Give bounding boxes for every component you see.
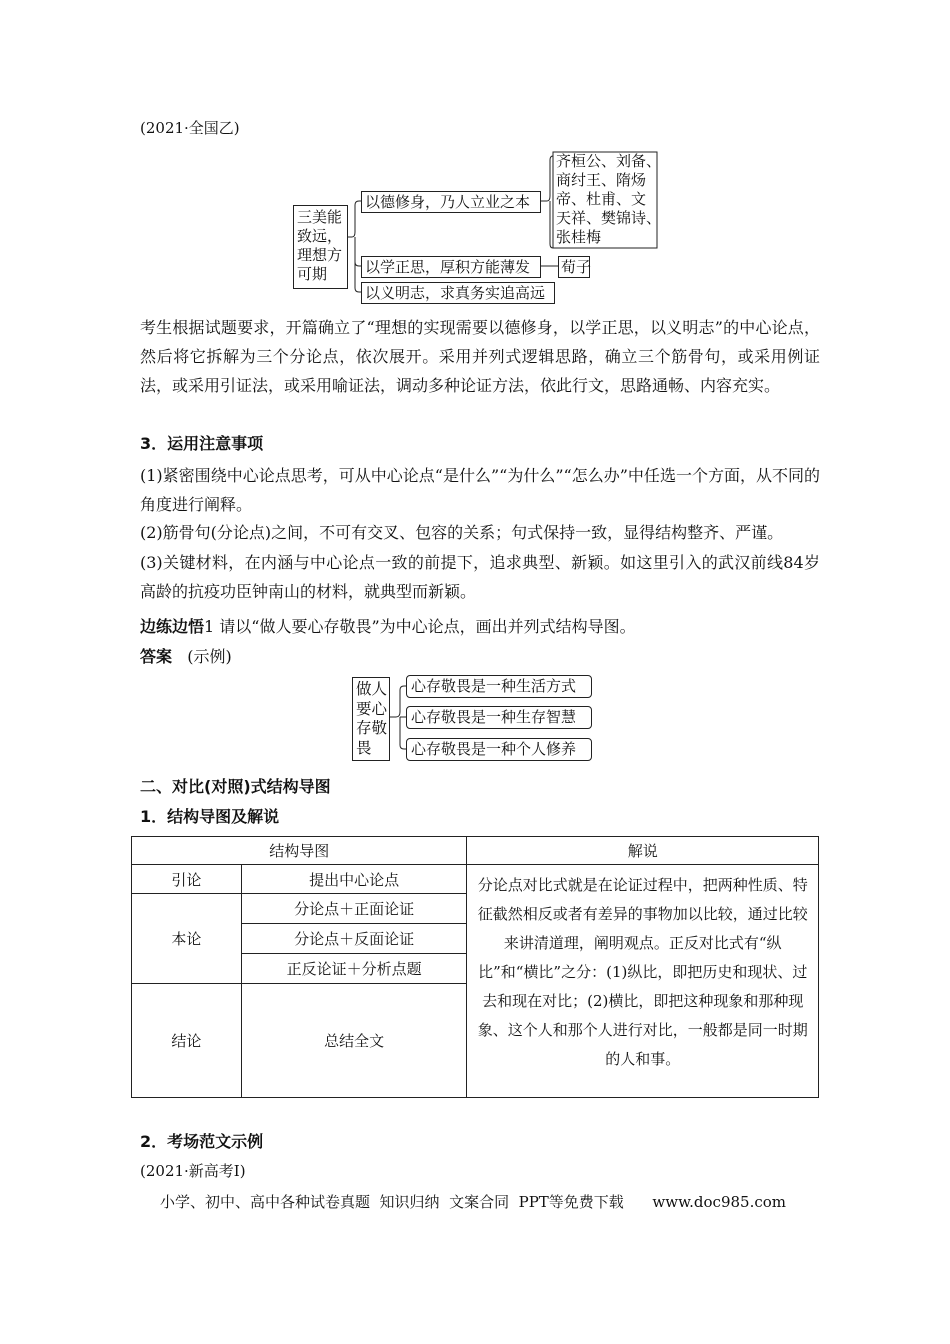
note-item: (1)紧密围绕中心论点思考，可从中心论点“是什么”“为什么”“怎么办”中任选一个方面，从不同的角度进行阐释。 — [140, 466, 820, 514]
exercise-label: 边练边悟 — [140, 617, 205, 636]
row-content-body: 正反论证＋分析点题 — [241, 954, 467, 984]
answer-note: (示例) — [187, 647, 232, 666]
root-line: 畏 — [356, 738, 372, 757]
section-heading: 3．运用注意事项 — [140, 434, 264, 453]
row-content-body: 分论点＋反面论证 — [241, 924, 467, 954]
analysis-paragraph: 考生根据试题要求，开篇确立了“理想的实现需要以德修身，以学正思，以义明志”的中心论点，然后将它拆解为三个分论点，依次展开。采用并列式逻辑思路，确立三个筋骨句，或采用例证法，或采用引证法，或采用喻证法，调动多种论证方法，依此行文，思路通畅、内容充实。 — [140, 318, 820, 395]
branch-righteousness: 以义明志，求真务实追高远 — [361, 282, 555, 304]
example-line: 齐桓公、刘备、 — [556, 152, 662, 170]
row-content-body: 分论点＋正面论证 — [241, 894, 467, 924]
answer-label: 答案 — [140, 647, 173, 666]
row-label-intro: 引论 — [132, 865, 242, 894]
section2-title: 二、对比(对照)式结构导图 — [140, 777, 331, 796]
structure-table — [131, 836, 819, 1098]
explanation-cell: 分论点对比式就是在论证过程中，把两种性质、特征截然相反或者有差异的事物加以比较，通过比较来讲清道理，阐明观点。正反对比式有“纵比”和“横比”之分：(1)纵比，即把历史和现状、过去和现在对比；(2)横比，即把这种现象和那种现象、这个人和那个人进行对比，一般都是同一时期的人和事。 — [467, 865, 819, 1098]
root-line: 致远， — [297, 227, 343, 245]
row-content-conclusion: 总结全文 — [241, 984, 467, 1098]
example-line: 张桂梅 — [556, 228, 602, 246]
source-label: (2021·新高考Ⅰ) — [140, 1162, 246, 1180]
branch-cultivation: 心存敬畏是一种个人修养 — [406, 738, 592, 761]
note-item: (3)关键材料，在内涵与中心论点一致的前提下，追求典型、新颖。如这里引入的武汉前线84岁高龄的抗疫功臣钟南山的材料，就典型而新颖。 — [140, 553, 820, 601]
diagram2-root — [352, 677, 390, 761]
example-xunzi: 荀子 — [558, 256, 590, 278]
branch-wisdom: 心存敬畏是一种生存智慧 — [406, 706, 592, 729]
row-content-intro: 提出中心论点 — [241, 865, 467, 894]
subsection-title: 2．考场范文示例 — [140, 1132, 264, 1151]
example-line: 商纣王、隋炀 — [556, 171, 647, 189]
root-line: 三美能 — [297, 208, 343, 226]
source-label: (2021·全国乙) — [140, 119, 240, 137]
example-line: 帝、杜甫、文 — [556, 190, 647, 208]
branch-learning: 以学正思，厚积方能薄发 — [361, 256, 541, 278]
subsection-title: 1．结构导图及解说 — [140, 807, 280, 826]
row-label-body: 本论 — [132, 894, 242, 984]
exercise-text: 1 请以“做人要心存敬畏”为中心论点，画出并列式结构导图。 — [204, 617, 636, 636]
note-item: (2)筋骨句(分论点)之间，不可有交叉、包容的关系；句式保持一致，显得结构整齐、严谨。 — [140, 523, 784, 542]
table-header-structure: 结构导图 — [132, 837, 467, 865]
table-header-explanation: 解说 — [467, 837, 819, 865]
root-line: 理想方 — [297, 246, 343, 264]
root-line: 可期 — [297, 265, 328, 283]
branch-virtue: 以德修身，乃人立业之本 — [361, 191, 541, 213]
root-line: 要心 — [356, 699, 388, 718]
footer-ad: 小学、初中、高中各种试卷真题 知识归纳 文案合同 PPT等免费下载 www.doc985.com — [160, 1193, 787, 1211]
root-line: 做人 — [356, 680, 388, 698]
row-label-conclusion: 结论 — [132, 984, 242, 1098]
root-line: 存敬 — [356, 719, 388, 737]
example-line: 天祥、樊锦诗、 — [556, 209, 662, 227]
branch-lifestyle: 心存敬畏是一种生活方式 — [406, 675, 592, 698]
